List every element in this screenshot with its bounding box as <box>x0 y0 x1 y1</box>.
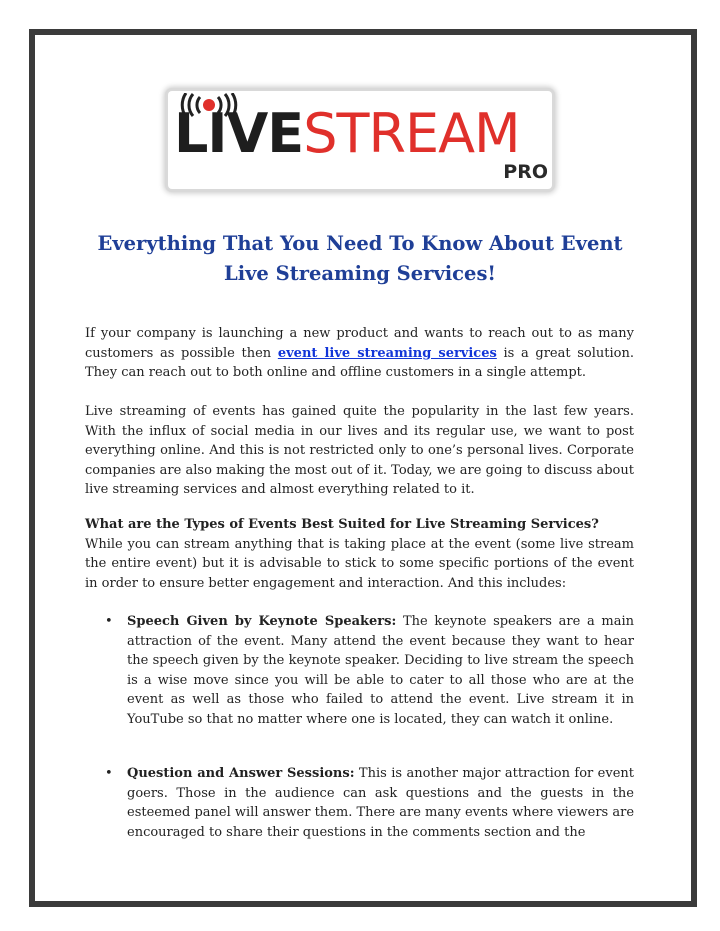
livestream-pro-logo <box>168 91 552 189</box>
event-live-streaming-services-link[interactable]: event live streaming services <box>277 345 497 361</box>
event-types-section <box>85 515 634 593</box>
bullet-dot-icon: • <box>105 766 113 781</box>
bullet-label: Question and Answer Sessions: <box>127 766 355 781</box>
popularity-paragraph: Live streaming of events has gained quite the popularity in the last few years. With the influx of social media in our lives and its regular use, we want to post everything online. And this is not restricted only to one’s personal lives. Corporate companies are also making the most out of it. Today, we are going to discuss about live streaming services and almost everything related to it. <box>85 404 634 497</box>
logo-word-pro: PRO <box>503 161 548 183</box>
document-title: Everything That You Need To Know About Event Live Streaming Services! <box>97 232 623 285</box>
bullet-text: This is another major attraction for event goers. Those in the audience can ask questions and the guests in the esteemed panel will answer them. There are many events where viewers are encouraged to share their questions in the comments section and the <box>127 766 635 840</box>
intro-paragraph <box>85 324 634 383</box>
logo-word-stream: STREAM <box>303 102 520 165</box>
bullet-question-answer <box>105 764 635 842</box>
intro-text-before-link: If your company is launching a new product and wants to reach out to as many customers as possible then <box>85 326 634 361</box>
bullet-text: The keynote speakers are a main attraction of the event. Many attend the event because they want to hear the speech given by the keynote speaker. Deciding to live stream the speech is a wise move since you will be able to cater to all those who are at the event as well as those who failed to attend the event. Live stream it in YouTube so that no matter where one is located, they can watch it online. <box>127 614 634 727</box>
logo-word-live: LIVE <box>174 102 304 165</box>
bullet-keynote-speakers <box>105 612 634 729</box>
intro-text-after-link: is a great solution. They can reach out to both online and offline customers in a single attempt. <box>85 345 634 380</box>
bullet-dot-icon: • <box>105 614 113 629</box>
bullet-label: Speech Given by Keynote Speakers: <box>127 614 397 629</box>
section-body: While you can stream anything that is taking place at the event (some live stream the entire event) but it is advisable to stick to some specific portions of the event in order to ensure better engagement and interaction. And this includes: <box>85 536 634 591</box>
logo-wordmark <box>174 102 520 165</box>
section-heading: What are the Types of Events Best Suited for Live Streaming Services? <box>85 517 599 532</box>
